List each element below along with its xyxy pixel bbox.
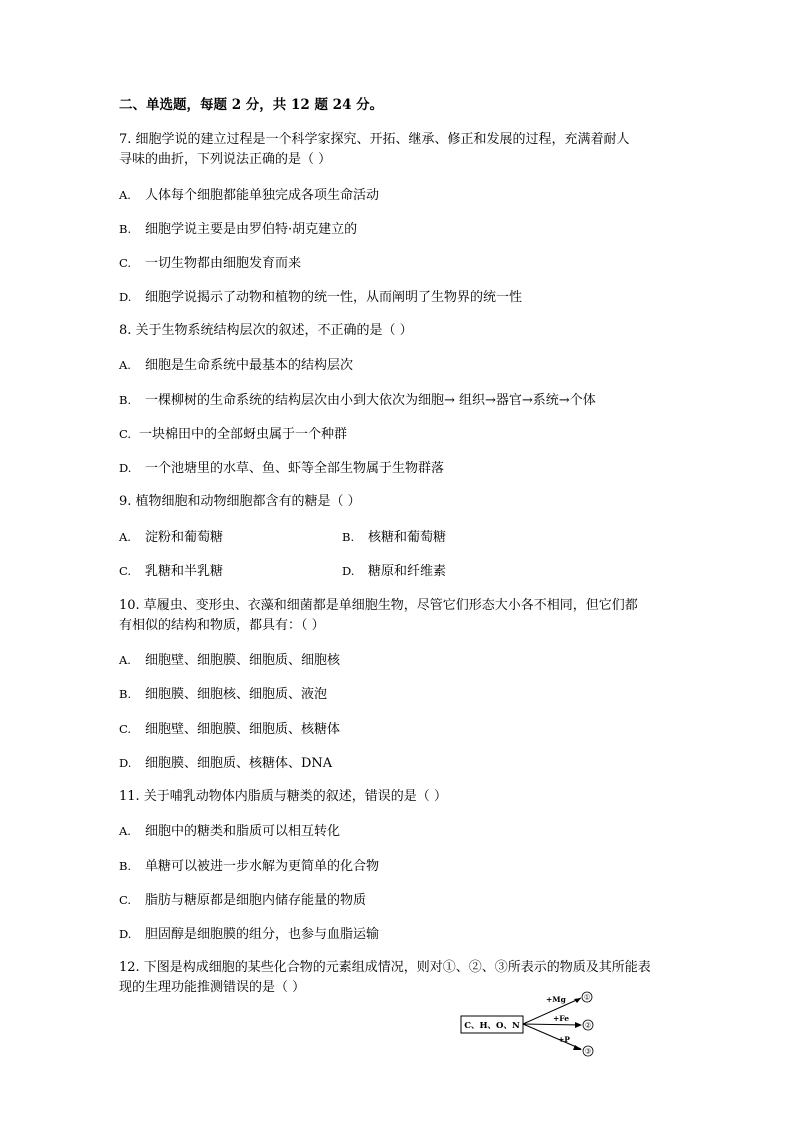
q9-option-a: A. 淀粉和葡萄糖	[119, 530, 224, 545]
branch-label-2: +Fe	[553, 1014, 569, 1023]
q11-option-d: D. 胆固醇是细胞膜的组分，也参与血脂运输	[119, 927, 380, 942]
q11-option-b: B. 单糖可以被进一步水解为更简单的化合物	[119, 859, 380, 874]
target-label-3: ③	[584, 1047, 592, 1056]
q8-stem: 8. 关于生物系统结构层次的叙述，不正确的是（ ）	[119, 323, 413, 338]
q11-option-c: C. 脂肪与糖原都是细胞内储存能量的物质	[119, 893, 367, 908]
q8-option-d: D. 一个池塘里的水草、鱼、虾等全部生物属于生物群落	[119, 461, 445, 476]
q9-option-d: D. 糖原和纤维素	[342, 564, 447, 579]
q10-option-c: C. 细胞壁、细胞膜、细胞质、核糖体	[119, 722, 341, 737]
q7-option-b: B. 细胞学说主要是由罗伯特·胡克建立的	[119, 222, 358, 237]
q11-stem: 11. 关于哺乳动物体内脂质与糖类的叙述，错误的是（ ）	[119, 789, 447, 804]
target-label-2: ②	[584, 1021, 592, 1030]
target-label-1: ①	[583, 993, 591, 1002]
q7-stem-line1: 7. 细胞学说的建立过程是一个科学家探究、开拓、继承、修正和发展的过程，充满着耐人	[119, 132, 630, 147]
q10-option-b: B. 细胞膜、细胞核、细胞质、液泡	[119, 687, 328, 702]
q11-option-a: A. 细胞中的糖类和脂质可以相互转化	[119, 824, 341, 839]
q10-option-d: D. 细胞膜、细胞质、核糖体、DNA	[119, 756, 333, 771]
q7-option-c: C. 一切生物都由细胞发育而来	[119, 256, 302, 271]
q10-option-a: A. 细胞壁、细胞膜、细胞质、细胞核	[119, 653, 341, 668]
q10-stem-line1: 10. 草履虫、变形虫、衣藻和细菌都是单细胞生物，尽管它们形态大小各不相同，但它们都	[119, 598, 638, 613]
q7-stem-line2: 寻味的曲折，下列说法正确的是（ ）	[119, 152, 332, 167]
q9-option-c: C. 乳糖和半乳糖	[119, 564, 224, 579]
element-composition-diagram	[455, 988, 615, 1063]
q9-stem: 9. 植物细胞和动物细胞都含有的糖是（ ）	[119, 494, 361, 509]
q7-option-a: A. 人体每个细胞都能单独完成各项生命活动	[119, 188, 380, 203]
branch-label-1: +Mg	[546, 995, 566, 1004]
branch-arrow-2	[575, 1022, 582, 1028]
q8-option-c: C. 一块棉田中的全部蚜虫属于一个种群	[119, 427, 348, 442]
q9-option-b: B. 核糖和葡萄糖	[342, 530, 447, 545]
q8-option-a: A. 细胞是生命系统中最基本的结构层次	[119, 358, 354, 373]
q7-option-d: D. 细胞学说揭示了动物和植物的统一性，从而阐明了生物界的统一性	[119, 290, 523, 305]
section-title: 二、单选题，每题 2 分，共 12 题 24 分。	[119, 97, 384, 113]
branch-label-3: +P	[558, 1035, 570, 1044]
q12-stem-line2: 现的生理功能推测错误的是（ ）	[119, 980, 306, 995]
q12-stem-line1: 12. 下图是构成细胞的某些化合物的元素组成情况，则对①、②、③所表示的物质及其所能表	[119, 960, 651, 975]
elements-box-label: C、H、O、N	[464, 1021, 520, 1031]
branch-line-2	[523, 1024, 581, 1025]
branch-line-3	[523, 1024, 581, 1049]
q10-stem-line2: 有相似的结构和物质，都具有：（ ）	[119, 618, 325, 633]
q8-option-b: B. 一棵柳树的生命系统的结构层次由小到大依次为细胞→ 组织→器官→系统→个体	[119, 393, 596, 408]
